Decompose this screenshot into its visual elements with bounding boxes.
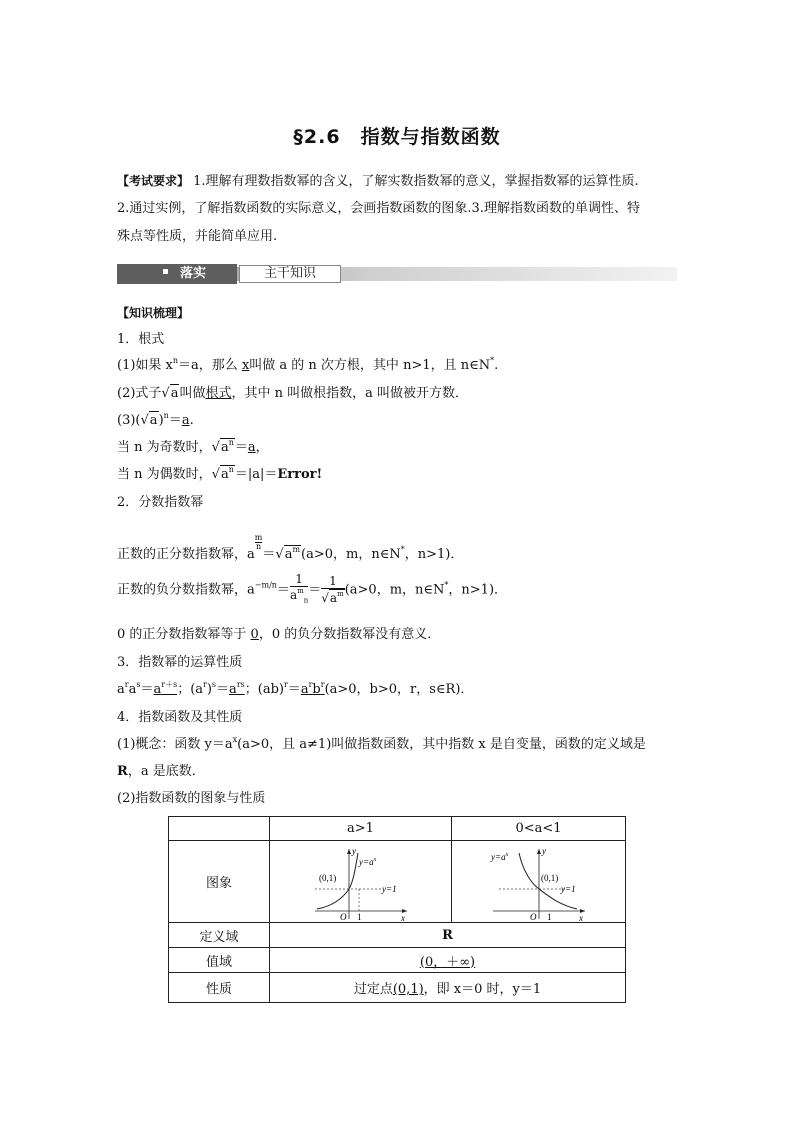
s4-concept-2 xyxy=(117,763,205,781)
s4-concept-sup: x xyxy=(232,735,238,744)
x-axis-label: x xyxy=(578,912,583,921)
s1-line-4 xyxy=(117,438,269,457)
s2-l2-frac1-exp-n: n xyxy=(303,596,309,605)
radical-sign-icon: √ xyxy=(211,467,220,482)
y-axis-arrow-icon xyxy=(347,849,351,854)
y-axis-arrow-icon xyxy=(537,849,541,854)
s2-l3-pre: 0 的正分数指数幂等于 xyxy=(117,627,251,642)
s2-l1-rad-sup: m xyxy=(292,545,301,554)
graph-increasing xyxy=(311,845,411,921)
s1-l4-radical: a xyxy=(220,440,229,455)
s1-l4-blank: a xyxy=(247,440,256,455)
tick-one-label: 1 xyxy=(356,911,361,921)
table-range-cell xyxy=(270,948,626,973)
s3-a1: a xyxy=(117,682,125,697)
s3-blank3 xyxy=(301,682,313,697)
s3-r1: r xyxy=(124,680,129,689)
table-label-range: 值域 xyxy=(169,948,270,973)
s2-l2-exp: −m/n xyxy=(254,580,277,590)
s1-l3-blank: a xyxy=(181,413,190,428)
s3-blank4 xyxy=(312,682,324,697)
s3-line xyxy=(117,681,473,699)
table-row-range xyxy=(169,948,626,973)
curve-label xyxy=(490,852,509,862)
table-corner-cell xyxy=(169,817,270,841)
banner-dark-tab xyxy=(117,264,237,284)
s1-l4-end: ， xyxy=(255,440,269,455)
banner-light-tab: 主干知识 xyxy=(239,265,341,283)
square-bullet-icon xyxy=(163,269,168,274)
s4-concept2-post: ，a 是底数． xyxy=(127,764,205,779)
s3-blank4-sup: r xyxy=(320,680,325,689)
table-domain-value: R xyxy=(270,923,626,948)
s2-l2-frac1-base: a xyxy=(289,588,298,602)
s1-l4-radicand xyxy=(220,438,235,457)
radical-sign-icon: √ xyxy=(211,440,220,455)
s3-blank2-sup: rs xyxy=(236,680,245,689)
line-label: y=1 xyxy=(560,883,576,894)
s4-concept-1 xyxy=(117,736,646,754)
s2-l2-frac2-radicand xyxy=(329,589,345,606)
s2-l2-pre: 正数的负分数指数幂， xyxy=(117,582,248,598)
curve-label xyxy=(358,857,377,867)
table-range-value: (0，＋∞) xyxy=(419,954,476,970)
curve-label-sup: x xyxy=(505,851,508,858)
s1-l1-pre: (1)如果 x xyxy=(117,358,173,373)
graph-cell-increasing xyxy=(270,841,452,923)
s2-line-1 xyxy=(117,534,463,564)
table-col-a-lt-1: 0<a<1 xyxy=(452,817,626,841)
s1-l3-pre: (3)( xyxy=(117,413,141,428)
table-label-property: 性质 xyxy=(169,973,270,1003)
s1-l2-blank: 根式 xyxy=(205,386,232,401)
s2-l1-radical: a xyxy=(284,547,293,562)
s3-blank1-base: a xyxy=(153,682,162,697)
s2-l2-star: * xyxy=(444,580,449,590)
table-row-property xyxy=(169,973,626,1003)
s3-r2: r xyxy=(203,680,207,689)
origin-label: O xyxy=(339,911,346,921)
line-label: y=1 xyxy=(381,883,397,894)
s4-heading: 4．指数函数及其性质 xyxy=(117,710,243,725)
s1-l5-error: Error! xyxy=(277,467,323,482)
s2-line-2 xyxy=(117,572,507,609)
s2-l2-fraction-1 xyxy=(290,572,308,608)
s4-concept1-pre: (1)概念：函数 y＝a xyxy=(117,737,233,752)
radical-sign-icon: √ xyxy=(275,547,284,562)
s1-l2-post: ，其中 n 叫做根指数，a 叫做被开方数． xyxy=(231,386,469,401)
requirements-label: 【考试要求】 xyxy=(117,174,190,188)
s1-l3-eq: ＝ xyxy=(168,413,182,428)
exponential-properties-table xyxy=(168,816,626,1003)
s1-l5-sup: n xyxy=(228,465,234,474)
radical-sign-icon: √ xyxy=(161,386,170,401)
s2-l1-eq: ＝ xyxy=(262,547,276,562)
s2-l1-radicand xyxy=(284,545,301,564)
s1-l5-radicand xyxy=(220,465,235,484)
radical-sign-icon: √ xyxy=(140,413,149,428)
s2-l2-frac2-rad-sup: m xyxy=(337,590,344,599)
s3-r3: r xyxy=(283,680,288,689)
s2-l2-frac1-num: 1 xyxy=(290,572,308,587)
s3-sep1: ；(a xyxy=(177,682,204,697)
s2-l1-pre: 正数的正分数指数幂， xyxy=(117,547,248,562)
s1-l5-pre: 当 n 为偶数时， xyxy=(117,467,212,482)
s3-s2: s xyxy=(211,680,217,689)
s1-l1-post: 叫做 a 的 n 次方根，其中 n>1，且 n∈N xyxy=(249,358,491,373)
s2-l1-exp-num: m xyxy=(254,533,263,542)
s3-sep2: ；(ab) xyxy=(244,682,284,697)
s3-blank4-base: b xyxy=(312,682,321,697)
table-label-graph: 图象 xyxy=(169,841,270,923)
table-col-a-gt-1: a>1 xyxy=(270,817,452,841)
s1-l3-end: . xyxy=(189,413,194,428)
s1-l1-end: . xyxy=(494,358,499,373)
graph-decreasing xyxy=(489,845,589,921)
s1-l3-post: ) xyxy=(158,413,164,428)
table-property-cell xyxy=(270,973,626,1003)
requirements-text-1: 1.理解有理数指数幂的含义，了解实数指数幂的意义，掌握指数幂的运算性质. xyxy=(193,174,639,189)
s1-l1-star: * xyxy=(490,356,495,365)
origin-label: O xyxy=(529,911,536,921)
s1-l2-mid: 叫做 xyxy=(179,386,206,401)
curve-label-text: y=a xyxy=(490,851,506,862)
s3-blank1-sup: r＋s xyxy=(161,680,178,689)
table-prop-pre: 过定点 xyxy=(353,982,393,997)
s2-l2-frac2-num: 1 xyxy=(321,574,344,589)
s1-l4-pre: 当 n 为奇数时， xyxy=(117,440,212,455)
s1-l2-pre: (2)式子 xyxy=(117,386,162,401)
graph-cell-decreasing xyxy=(452,841,626,923)
s3-eq2: ) xyxy=(206,682,212,697)
s1-l1-mid: ＝a，那么 xyxy=(178,358,242,373)
table-label-domain: 定义域 xyxy=(169,923,270,948)
s1-l1-sup: n xyxy=(172,356,179,365)
s1-l3-radical: a xyxy=(149,413,158,428)
s1-line-2 xyxy=(117,384,468,403)
s2-l3-post: ，0 的负分数指数幂没有意义． xyxy=(258,627,441,642)
s2-heading: 2．分数指数幂 xyxy=(117,495,204,510)
s3-heading: 3．指数幂的运算性质 xyxy=(117,655,243,670)
s2-l2-eq-2: ＝ xyxy=(308,582,322,598)
s3-eq1: ＝ xyxy=(140,682,154,697)
s2-l2-frac1-den xyxy=(290,587,308,608)
s4-concept2-r: R xyxy=(117,764,128,779)
s2-l2-frac1-exp-m: m xyxy=(297,587,304,595)
s3-blank1 xyxy=(153,682,177,697)
s2-l2-end: ，n>1)． xyxy=(448,582,508,598)
knowledge-heading: 【知识梳理】 xyxy=(117,306,190,320)
s3-s1: s xyxy=(136,680,141,689)
s1-heading: 1．根式 xyxy=(117,332,165,347)
s2-l2-eq-1: ＝ xyxy=(276,582,290,598)
table-prop-point: (0,1) xyxy=(392,982,424,997)
s2-l1-star: * xyxy=(400,545,405,554)
s1-l4-eq: ＝ xyxy=(234,440,248,455)
s3-eq3: ＝ xyxy=(216,682,230,697)
s1-l2-radical: a xyxy=(170,386,179,401)
point-label: (0,1) xyxy=(540,872,558,883)
s1-line-5 xyxy=(117,465,322,484)
s1-l1-blank: x xyxy=(241,358,250,373)
tick-one-label: 1 xyxy=(546,911,551,921)
section-banner xyxy=(117,264,677,284)
s3-eq4: ＝ xyxy=(287,682,301,697)
table-prop-post: ，即 x＝0 时，y＝1 xyxy=(423,982,542,997)
s2-l1-end: ，n>1)． xyxy=(404,547,464,562)
y-axis-label: y xyxy=(541,845,546,856)
banner-dark-label: 落实 xyxy=(180,266,207,281)
table-row-header xyxy=(169,817,626,841)
s1-line-1 xyxy=(117,357,498,375)
requirements-line-2: 2.通过实例，了解指数函数的实际意义，会画指数函数的图象.3.理解指数函数的单调性、特 xyxy=(117,201,640,216)
s2-line-3 xyxy=(117,626,440,644)
s1-l4-sup: n xyxy=(228,438,234,447)
requirements-line-3: 殊点等性质，并能简单应用. xyxy=(117,229,278,244)
s1-l5-eq: ＝|a|＝ xyxy=(234,467,278,482)
s2-l2-post: (a>0，m，n∈N xyxy=(344,582,445,598)
x-axis-label: x xyxy=(400,912,405,921)
s1-l5-radical: a xyxy=(220,467,229,482)
s3-a2: a xyxy=(128,682,137,697)
s3-blank3-base: a xyxy=(300,682,309,697)
requirements-line-1 xyxy=(117,172,639,191)
s4-concept1-post: (a>0，且 a≠1)叫做指数函数，其中指数 x 是自变量，函数的定义域是 xyxy=(237,737,646,752)
s2-l1-exp-den: n xyxy=(256,542,262,551)
table-row-graph xyxy=(169,841,626,923)
curve-label-sup: x xyxy=(373,856,376,863)
s3-post: (a>0，b>0，r，s∈R)． xyxy=(324,682,474,697)
s2-l3-blank: 0 xyxy=(250,627,259,642)
page-title: §2.6 指数与指数函数 xyxy=(293,126,501,148)
s2-l2-frac2-den xyxy=(321,589,344,606)
s3-blank3-sup: r xyxy=(308,680,313,689)
table-row-domain xyxy=(169,923,626,948)
s1-l3-sup: n xyxy=(163,411,169,420)
radical-sign-icon: √ xyxy=(321,591,329,606)
s1-line-3 xyxy=(117,411,194,430)
s2-l2-fraction-2 xyxy=(321,574,344,606)
y-axis-label: y xyxy=(351,845,356,856)
s2-l2-base: a xyxy=(247,582,255,598)
curve-label-text: y=a xyxy=(358,856,374,867)
s4-table-heading: (2)指数函数的图象与性质 xyxy=(117,791,266,806)
s3-blank2 xyxy=(229,682,245,697)
s2-l1-post: (a>0，m，n∈N xyxy=(301,547,401,562)
point-label: (0,1) xyxy=(318,872,336,883)
s2-l1-base: a xyxy=(247,547,255,562)
s2-l2-frac2-radical: a xyxy=(329,591,338,606)
s3-blank2-base: a xyxy=(229,682,237,697)
